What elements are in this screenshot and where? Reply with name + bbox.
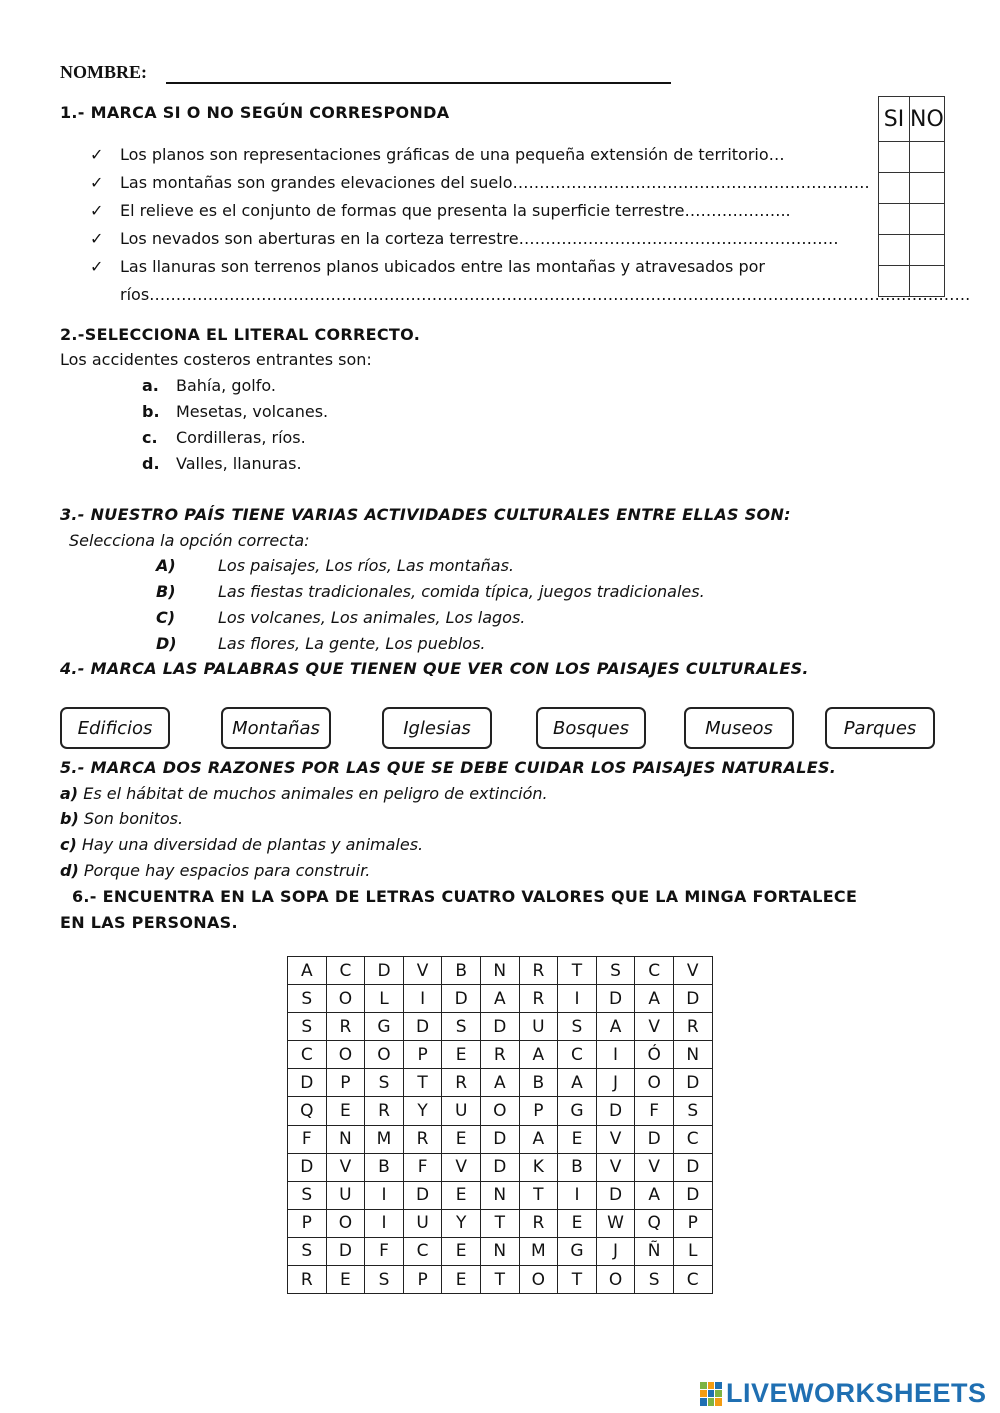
- grid-row: [288, 1209, 713, 1237]
- grid-cell[interactable]: A: [596, 1013, 635, 1041]
- grid-cell[interactable]: P: [403, 1266, 442, 1294]
- grid-cell[interactable]: Ñ: [635, 1237, 674, 1265]
- name-field[interactable]: [166, 82, 671, 84]
- option-text: Porque hay espacios para construir.: [83, 861, 371, 880]
- si-cell[interactable]: [879, 142, 910, 173]
- si-header: SI: [879, 97, 910, 142]
- grid-cell[interactable]: D: [673, 1153, 712, 1181]
- grid-cell[interactable]: N: [326, 1125, 365, 1153]
- word-box-museos[interactable]: Museos: [684, 707, 794, 749]
- grid-cell[interactable]: A: [635, 1181, 674, 1209]
- grid-cell[interactable]: L: [365, 985, 404, 1013]
- grid-cell[interactable]: Y: [403, 1097, 442, 1125]
- grid-cell[interactable]: D: [673, 1069, 712, 1097]
- grid-cell[interactable]: C: [558, 1041, 597, 1069]
- q2-option[interactable]: [142, 428, 306, 447]
- grid-cell[interactable]: O: [365, 1041, 404, 1069]
- option-letter: d.: [142, 454, 160, 473]
- grid-cell[interactable]: D: [288, 1069, 327, 1097]
- grid-cell[interactable]: D: [480, 1013, 519, 1041]
- grid-cell[interactable]: I: [365, 1181, 404, 1209]
- grid-cell[interactable]: R: [288, 1266, 327, 1294]
- option-letter: D): [156, 634, 177, 653]
- q2-option[interactable]: [142, 376, 276, 395]
- q1-statement: [90, 145, 820, 164]
- grid-cell[interactable]: P: [326, 1069, 365, 1097]
- grid-cell[interactable]: I: [596, 1041, 635, 1069]
- grid-cell[interactable]: R: [365, 1097, 404, 1125]
- option-text: Es el hábitat de muchos animales en peligro de extinción.: [83, 784, 548, 803]
- grid-cell[interactable]: M: [519, 1237, 558, 1265]
- grid-cell[interactable]: N: [673, 1041, 712, 1069]
- option-letter: c.: [142, 428, 158, 447]
- no-cell[interactable]: [910, 266, 945, 297]
- grid-row: [288, 1266, 713, 1294]
- grid-cell[interactable]: J: [596, 1237, 635, 1265]
- grid-cell[interactable]: S: [365, 1069, 404, 1097]
- grid-cell[interactable]: N: [480, 957, 519, 985]
- grid-cell[interactable]: K: [519, 1153, 558, 1181]
- grid-cell[interactable]: M: [365, 1125, 404, 1153]
- option-text: Los paisajes, Los ríos, Las montañas.: [218, 556, 515, 575]
- grid-row: [288, 1013, 713, 1041]
- word-box-bosques[interactable]: Bosques: [536, 707, 646, 749]
- option-letter: a.: [142, 376, 159, 395]
- grid-cell[interactable]: T: [558, 957, 597, 985]
- q2-prompt: Los accidentes costeros entrantes son:: [60, 350, 372, 369]
- grid-cell[interactable]: O: [596, 1266, 635, 1294]
- grid-cell[interactable]: B: [558, 1153, 597, 1181]
- grid-cell[interactable]: E: [442, 1181, 481, 1209]
- q3-option[interactable]: [156, 608, 525, 627]
- grid-cell[interactable]: E: [326, 1266, 365, 1294]
- grid-cell[interactable]: I: [365, 1209, 404, 1237]
- no-cell[interactable]: [910, 204, 945, 235]
- grid-cell[interactable]: C: [673, 1125, 712, 1153]
- grid-cell[interactable]: Q: [288, 1097, 327, 1125]
- grid-cell[interactable]: P: [403, 1041, 442, 1069]
- grid-cell[interactable]: C: [673, 1266, 712, 1294]
- q1-statement-text: Los planos son representaciones gráficas de una pequeña extensión de territorio…: [120, 145, 785, 164]
- option-letter: B): [156, 582, 176, 601]
- option-text: Hay una diversidad de plantas y animales.: [81, 835, 424, 854]
- liveworksheets-brand: [700, 1378, 987, 1409]
- check-icon: ✓: [90, 173, 104, 192]
- no-header: NO: [910, 97, 945, 142]
- grid-cell[interactable]: S: [288, 985, 327, 1013]
- q5-option[interactable]: [60, 835, 423, 854]
- grid-cell[interactable]: T: [480, 1266, 519, 1294]
- brand-wordmark: LIVEWORKSHEETS: [726, 1378, 987, 1408]
- check-icon: ✓: [90, 257, 104, 276]
- grid-cell[interactable]: D: [635, 1125, 674, 1153]
- q3-title: 3.- NUESTRO PAÍS TIENE VARIAS ACTIVIDADES CULTURALES ENTRE ELLAS SON:: [60, 505, 791, 524]
- q1-title: 1.- MARCA SI O NO SEGÚN CORRESPONDA: [60, 103, 450, 122]
- grid-cell[interactable]: A: [519, 1125, 558, 1153]
- grid-cell[interactable]: T: [480, 1209, 519, 1237]
- word-box-parques[interactable]: Parques: [825, 707, 935, 749]
- grid-cell[interactable]: C: [326, 957, 365, 985]
- q1-statement: [90, 229, 839, 248]
- grid-cell[interactable]: F: [288, 1125, 327, 1153]
- word-box-edificios[interactable]: Edificios: [60, 707, 170, 749]
- grid-row: [288, 1125, 713, 1153]
- grid-cell[interactable]: C: [403, 1237, 442, 1265]
- si-no-table: [878, 96, 945, 297]
- grid-cell[interactable]: D: [480, 1125, 519, 1153]
- grid-cell[interactable]: D: [403, 1013, 442, 1041]
- grid-cell[interactable]: Ó: [635, 1041, 674, 1069]
- grid-cell[interactable]: D: [596, 985, 635, 1013]
- liveworksheets-logo-icon: [700, 1382, 722, 1406]
- q5-title: 5.- MARCA DOS RAZONES POR LAS QUE SE DEBE CUIDAR LOS PAISAJES NATURALES.: [60, 758, 837, 777]
- grid-cell[interactable]: S: [288, 1237, 327, 1265]
- grid-cell[interactable]: V: [673, 957, 712, 985]
- no-cell[interactable]: [910, 235, 945, 266]
- option-text: Mesetas, volcanes.: [176, 402, 329, 421]
- check-icon: ✓: [90, 145, 104, 164]
- grid-cell[interactable]: U: [519, 1013, 558, 1041]
- grid-cell[interactable]: I: [558, 1181, 597, 1209]
- grid-cell[interactable]: R: [673, 1013, 712, 1041]
- si-cell[interactable]: [879, 266, 910, 297]
- option-text: Cordilleras, ríos.: [176, 428, 306, 447]
- q1-statement-text: Las llanuras son terrenos planos ubicados entre las montañas y atravesados por: [120, 257, 765, 276]
- option-text: Bahía, golfo.: [176, 376, 276, 395]
- grid-cell[interactable]: E: [442, 1237, 481, 1265]
- grid-cell[interactable]: T: [403, 1069, 442, 1097]
- grid-cell[interactable]: R: [326, 1013, 365, 1041]
- grid-cell[interactable]: E: [558, 1125, 597, 1153]
- grid-cell[interactable]: O: [519, 1266, 558, 1294]
- grid-cell[interactable]: V: [635, 1013, 674, 1041]
- q2-option[interactable]: [142, 454, 302, 473]
- grid-cell[interactable]: S: [596, 957, 635, 985]
- grid-cell[interactable]: P: [519, 1097, 558, 1125]
- grid-cell[interactable]: G: [558, 1237, 597, 1265]
- grid-cell[interactable]: S: [288, 1181, 327, 1209]
- option-text: Los volcanes, Los animales, Los lagos.: [218, 608, 526, 627]
- grid-cell[interactable]: Q: [635, 1209, 674, 1237]
- grid-cell[interactable]: D: [596, 1181, 635, 1209]
- grid-cell[interactable]: V: [596, 1153, 635, 1181]
- grid-cell[interactable]: T: [558, 1266, 597, 1294]
- grid-cell[interactable]: F: [365, 1237, 404, 1265]
- option-text: Las flores, La gente, Los pueblos.: [218, 634, 486, 653]
- grid-cell[interactable]: E: [558, 1209, 597, 1237]
- grid-cell[interactable]: E: [442, 1125, 481, 1153]
- grid-row: [288, 1097, 713, 1125]
- option-text: Son bonitos.: [83, 809, 184, 828]
- grid-cell[interactable]: P: [673, 1209, 712, 1237]
- grid-cell[interactable]: V: [442, 1153, 481, 1181]
- grid-cell[interactable]: Y: [442, 1209, 481, 1237]
- no-cell[interactable]: [910, 142, 945, 173]
- grid-cell[interactable]: S: [365, 1266, 404, 1294]
- grid-cell[interactable]: P: [288, 1209, 327, 1237]
- grid-cell[interactable]: A: [288, 957, 327, 985]
- check-icon: ✓: [90, 201, 104, 220]
- grid-row: [288, 1069, 713, 1097]
- grid-cell[interactable]: G: [558, 1097, 597, 1125]
- check-icon: ✓: [90, 229, 104, 248]
- option-letter: c): [60, 835, 77, 854]
- grid-cell[interactable]: E: [442, 1041, 481, 1069]
- name-label: NOMBRE:: [60, 62, 147, 82]
- grid-cell[interactable]: D: [288, 1153, 327, 1181]
- q1-statement-text: Los nevados son aberturas en la corteza terrestre……………………………………………………: [120, 229, 839, 248]
- grid-cell[interactable]: V: [596, 1125, 635, 1153]
- option-letter: A): [156, 556, 176, 575]
- option-letter: a): [60, 784, 79, 803]
- q1-statement-text: Las montañas son grandes elevaciones del suelo………………………………………………………….: [120, 173, 870, 192]
- grid-row: [288, 1153, 713, 1181]
- word-box-montanas[interactable]: Montañas: [221, 707, 331, 749]
- option-text: Las fiestas tradicionales, comida típica, juegos tradicionales.: [218, 582, 705, 601]
- q1-statement-continuation: ríos……………………………………………………………………………………………………………………………………….: [120, 285, 971, 304]
- grid-cell[interactable]: C: [288, 1041, 327, 1069]
- grid-cell[interactable]: N: [480, 1181, 519, 1209]
- grid-cell[interactable]: O: [480, 1097, 519, 1125]
- grid-cell[interactable]: B: [519, 1069, 558, 1097]
- grid-cell[interactable]: V: [403, 957, 442, 985]
- q5-option[interactable]: [60, 861, 370, 880]
- q3-option[interactable]: [156, 634, 486, 653]
- grid-cell[interactable]: L: [673, 1237, 712, 1265]
- grid-cell[interactable]: O: [635, 1069, 674, 1097]
- grid-cell[interactable]: R: [442, 1069, 481, 1097]
- grid-cell[interactable]: B: [365, 1153, 404, 1181]
- grid-cell[interactable]: I: [403, 985, 442, 1013]
- grid-cell[interactable]: F: [635, 1097, 674, 1125]
- grid-cell[interactable]: R: [403, 1125, 442, 1153]
- grid-cell[interactable]: O: [326, 1209, 365, 1237]
- si-cell[interactable]: [879, 204, 910, 235]
- grid-cell[interactable]: I: [558, 985, 597, 1013]
- q3-option[interactable]: [156, 582, 705, 601]
- q1-statement: [90, 257, 820, 276]
- grid-row: [288, 957, 713, 985]
- q3-prompt: Selecciona la opción correcta:: [69, 531, 310, 550]
- q4-title: 4.- MARCA LAS PALABRAS QUE TIENEN QUE VER CON LOS PAISAJES CULTURALES.: [60, 659, 809, 678]
- grid-cell[interactable]: S: [558, 1013, 597, 1041]
- q2-title: 2.-SELECCIONA EL LITERAL CORRECTO.: [60, 325, 421, 344]
- option-letter: b.: [142, 402, 160, 421]
- grid-cell[interactable]: D: [442, 985, 481, 1013]
- q1-statement: [90, 201, 820, 220]
- si-cell[interactable]: [879, 235, 910, 266]
- q3-option[interactable]: [156, 556, 514, 575]
- q2-option[interactable]: [142, 402, 328, 421]
- si-cell[interactable]: [879, 173, 910, 204]
- word-box-iglesias[interactable]: Iglesias: [382, 707, 492, 749]
- grid-cell[interactable]: D: [365, 957, 404, 985]
- grid-cell[interactable]: U: [442, 1097, 481, 1125]
- grid-cell[interactable]: A: [480, 985, 519, 1013]
- grid-cell[interactable]: C: [635, 957, 674, 985]
- grid-cell[interactable]: R: [519, 985, 558, 1013]
- grid-row: [288, 985, 713, 1013]
- grid-cell[interactable]: S: [442, 1013, 481, 1041]
- option-letter: d): [60, 861, 79, 880]
- grid-cell[interactable]: S: [635, 1266, 674, 1294]
- no-cell[interactable]: [910, 173, 945, 204]
- q6-title-line2: EN LAS PERSONAS.: [60, 913, 238, 932]
- grid-cell[interactable]: S: [673, 1097, 712, 1125]
- grid-cell[interactable]: G: [365, 1013, 404, 1041]
- grid-cell[interactable]: N: [480, 1237, 519, 1265]
- grid-cell[interactable]: F: [403, 1153, 442, 1181]
- grid-cell[interactable]: U: [403, 1209, 442, 1237]
- grid-cell[interactable]: D: [326, 1237, 365, 1265]
- grid-cell[interactable]: E: [442, 1266, 481, 1294]
- grid-cell[interactable]: D: [673, 985, 712, 1013]
- grid-cell[interactable]: V: [635, 1153, 674, 1181]
- q6-title-line1: 6.- ENCUENTRA EN LA SOPA DE LETRAS CUATRO VALORES QUE LA MINGA FORTALECE: [72, 887, 858, 906]
- grid-cell[interactable]: B: [442, 957, 481, 985]
- grid-cell[interactable]: A: [519, 1041, 558, 1069]
- grid-cell[interactable]: S: [288, 1013, 327, 1041]
- q5-option[interactable]: [60, 784, 548, 803]
- grid-cell[interactable]: T: [519, 1181, 558, 1209]
- grid-cell[interactable]: O: [326, 985, 365, 1013]
- q5-option[interactable]: [60, 809, 183, 828]
- grid-cell[interactable]: D: [403, 1181, 442, 1209]
- option-letter: C): [156, 608, 176, 627]
- grid-cell[interactable]: J: [596, 1069, 635, 1097]
- grid-cell[interactable]: E: [326, 1097, 365, 1125]
- q1-statement: [90, 173, 870, 192]
- grid-cell[interactable]: R: [480, 1041, 519, 1069]
- grid-cell[interactable]: U: [326, 1181, 365, 1209]
- grid-cell[interactable]: D: [480, 1153, 519, 1181]
- grid-cell[interactable]: D: [673, 1181, 712, 1209]
- grid-cell[interactable]: V: [326, 1153, 365, 1181]
- grid-cell[interactable]: O: [326, 1041, 365, 1069]
- grid-row: [288, 1041, 713, 1069]
- option-text: Valles, llanuras.: [176, 454, 302, 473]
- grid-cell[interactable]: W: [596, 1209, 635, 1237]
- word-search-grid: [287, 956, 713, 1294]
- grid-row: [288, 1181, 713, 1209]
- grid-cell[interactable]: R: [519, 1209, 558, 1237]
- grid-cell[interactable]: A: [480, 1069, 519, 1097]
- option-letter: b): [60, 809, 79, 828]
- grid-cell[interactable]: A: [635, 985, 674, 1013]
- grid-cell[interactable]: R: [519, 957, 558, 985]
- grid-row: [288, 1237, 713, 1265]
- grid-cell[interactable]: A: [558, 1069, 597, 1097]
- grid-cell[interactable]: D: [596, 1097, 635, 1125]
- q1-statement-text: El relieve es el conjunto de formas que presenta la superficie terrestre………………..: [120, 201, 791, 220]
